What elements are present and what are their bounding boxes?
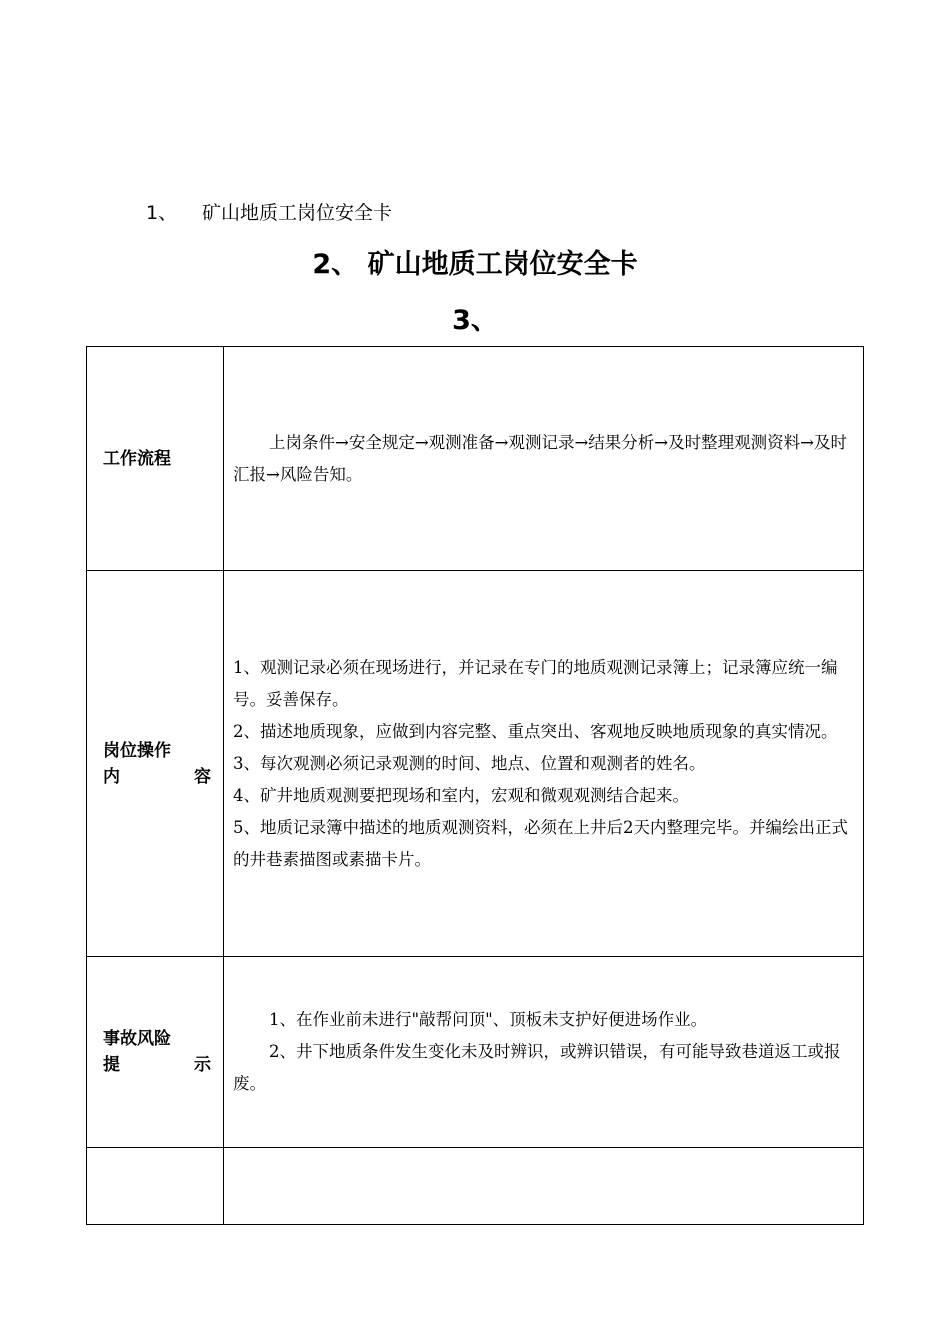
- table-row-operation: [87, 571, 864, 957]
- heading-2: 2、 矿山地质工岗位安全卡: [312, 249, 638, 280]
- risk-label: [87, 957, 224, 1148]
- list-item: 2、描述地质现象，应做到内容完整、重点突出、客观地反映地质现象的真实情况。: [233, 721, 838, 741]
- empty-content: [224, 1148, 864, 1225]
- list-item: 2、井下地质条件发生变化未及时辨识，或辨识错误，有可能导致巷道返工或报废。: [233, 1042, 841, 1093]
- operation-label: [87, 571, 224, 957]
- list-item: 1、在作业前未进行"敲帮问顶"、顶板未支护好便进场作业。: [269, 1010, 708, 1029]
- risk-content: [224, 957, 864, 1148]
- table-row-empty: [87, 1148, 864, 1225]
- heading-3: 3、: [452, 305, 498, 336]
- workflow-content: [224, 347, 864, 571]
- workflow-label: 工作流程: [87, 347, 224, 571]
- safety-card-table: [86, 346, 864, 1225]
- operation-content: [224, 571, 864, 957]
- risk-label-line1: 事故风险: [103, 1029, 171, 1049]
- heading-1-text: 矿山地质工岗位安全卡: [202, 202, 393, 224]
- table-row-workflow: [87, 347, 864, 571]
- list-item: 3、每次观测必须记录观测的时间、地点、位置和观测者的姓名。: [233, 753, 706, 773]
- workflow-text: 上岗条件→安全规定→观测准备→观测记录→结果分析→及时整理观测资料→及时汇报→风险告知。: [233, 432, 847, 484]
- operation-label-line1: 岗位操作: [103, 740, 171, 761]
- list-item: 1、观测记录必须在现场进行，并记录在专门的地质观测记录簿上；记录簿应统一编号。妥善保存。: [233, 657, 838, 709]
- operation-label-line2: 内 容: [103, 766, 211, 787]
- risk-label-line2: 提 示: [103, 1055, 211, 1075]
- empty-label: [87, 1148, 224, 1225]
- list-item: 4、矿井地质观测要把现场和室内，宏观和微观观测结合起来。: [233, 785, 689, 805]
- list-item: 5、地质记录簿中描述的地质观测资料，必须在上井后2天内整理完毕。并编绘出正式的井巷素描图或素描卡片。: [233, 817, 848, 869]
- heading-1: [146, 198, 392, 225]
- heading-1-number: 1、: [146, 202, 178, 224]
- table-row-risk: [87, 957, 864, 1148]
